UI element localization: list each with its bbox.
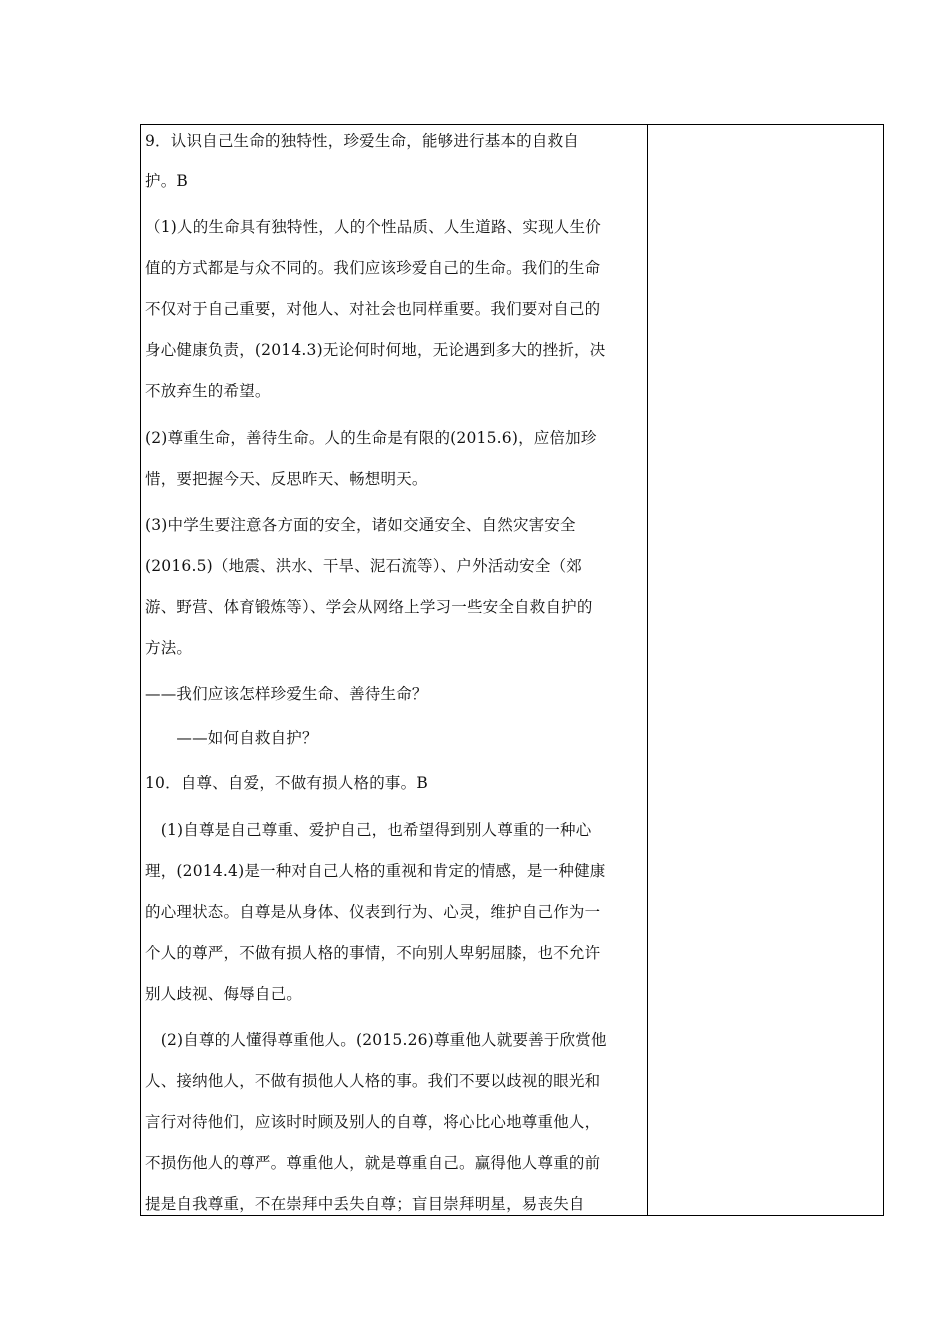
text-line: （1)人的生命具有独特性，人的个性品质、人生道路、实现人生价 xyxy=(145,218,601,236)
text-line: 提是自我尊重，不在崇拜中丢失自尊；盲目崇拜明星，易丧失自 xyxy=(145,1195,585,1213)
text-line: 方法。 xyxy=(145,639,193,657)
content-table xyxy=(140,124,884,1216)
text-line: 游、野营、体育锻炼等）、学会从网络上学习一些安全自救自护的 xyxy=(145,598,593,616)
text-line: (1)自尊是自己尊重、爱护自己，也希望得到别人尊重的一种心 xyxy=(145,821,592,839)
text-line: 人、接纳他人，不做有损他人人格的事。我们不要以歧视的眼光和 xyxy=(145,1072,601,1090)
text-line: 身心健康负责，(2014.3)无论何时何地，无论遇到多大的挫折，决 xyxy=(145,341,606,359)
text-line: 值的方式都是与众不同的。我们应该珍爱自己的生命。我们的生命 xyxy=(145,259,601,277)
text-line: ——我们应该怎样珍爱生命、善待生命？ xyxy=(145,685,428,703)
text-line: 的心理状态。自尊是从身体、仪表到行为、心灵，维护自己作为一 xyxy=(145,903,601,921)
right-cell xyxy=(648,125,883,1215)
text-line: 9．认识自己生命的独特性，珍爱生命，能够进行基本的自救自 xyxy=(145,132,579,150)
left-cell xyxy=(141,125,647,1215)
text-line: 不损伤他人的尊严。尊重他人，就是尊重自己。赢得他人尊重的前 xyxy=(145,1154,601,1172)
text-line: (2016.5)（地震、洪水、干旱、泥石流等）、户外活动安全（郊 xyxy=(145,557,582,575)
text-line: (3)中学生要注意各方面的安全，诸如交通安全、自然灾害安全 xyxy=(145,516,576,534)
text-line: 10．自尊、自爱，不做有损人格的事。B xyxy=(145,774,428,792)
text-line: 不仅对于自己重要，对他人、对社会也同样重要。我们要对自己的 xyxy=(145,300,601,318)
text-line: (2)自尊的人懂得尊重他人。(2015.26)尊重他人就要善于欣赏他 xyxy=(145,1031,607,1049)
text-line: 言行对待他们，应该时时顾及别人的自尊，将心比心地尊重他人， xyxy=(145,1113,601,1131)
text-line: (2)尊重生命，善待生命。人的生命是有限的(2015.6)，应倍加珍 xyxy=(145,429,597,447)
text-line: 个人的尊严，不做有损人格的事情，不向别人卑躬屈膝，也不允许 xyxy=(145,944,601,962)
text-line: 惜，要把握今天、反思昨天、畅想明天。 xyxy=(145,470,428,488)
text-line: 理，(2014.4)是一种对自己人格的重视和肯定的情感，是一种健康 xyxy=(145,862,606,880)
text-line: 不放弃生的希望。 xyxy=(145,382,271,400)
text-line: ——如何自救自护？ xyxy=(145,729,318,747)
text-line: 别人歧视、侮辱自己。 xyxy=(145,985,303,1003)
text-line: 护。B xyxy=(145,172,188,190)
